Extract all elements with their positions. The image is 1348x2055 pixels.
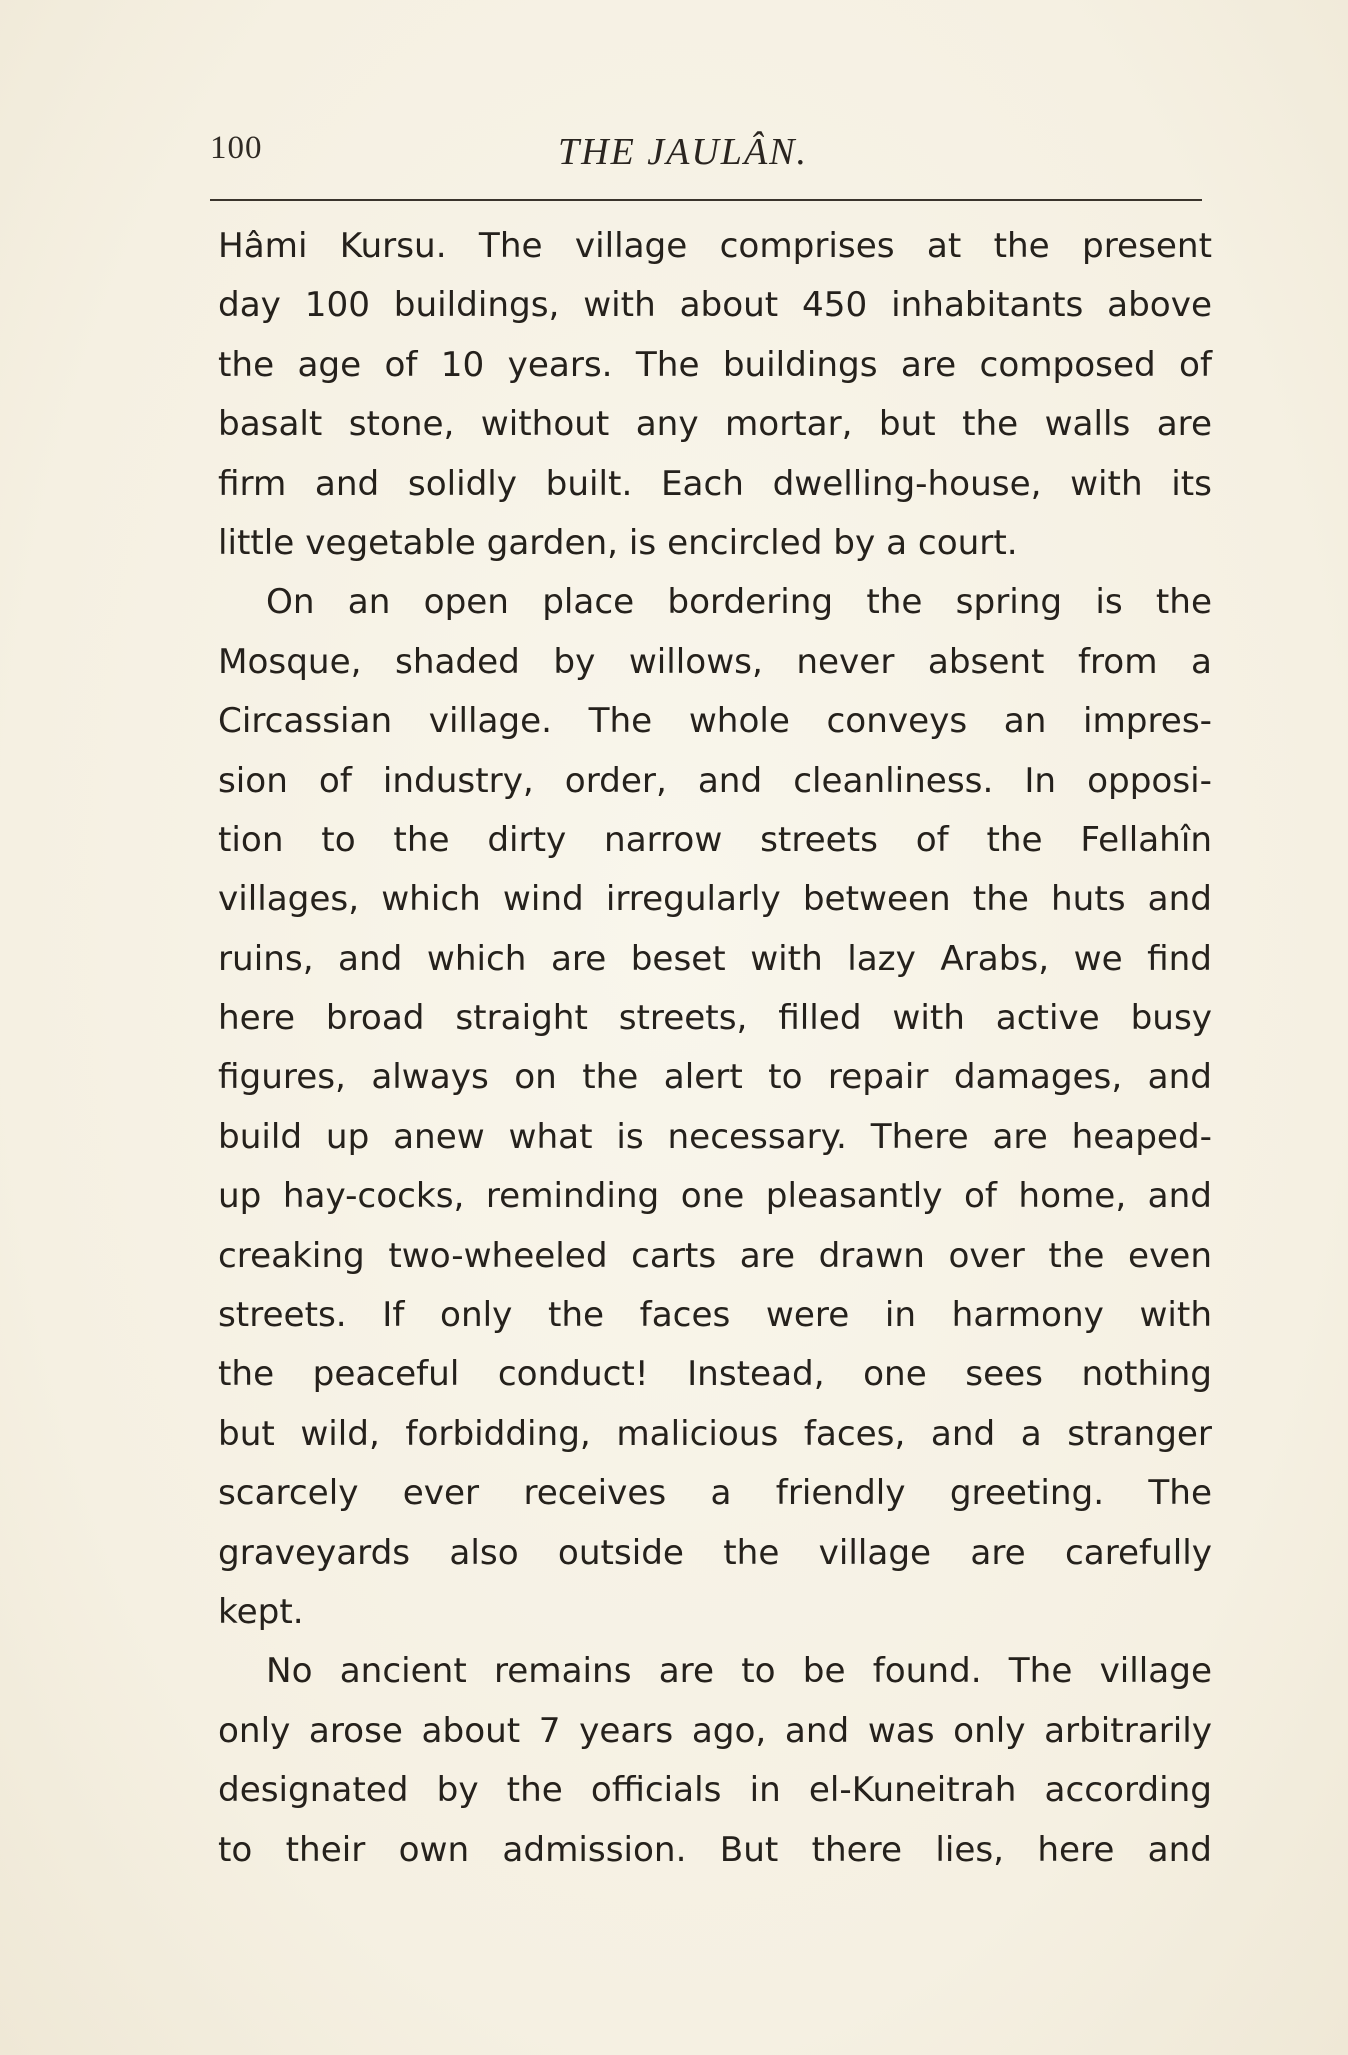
text-line: graveyards also outside the village are carefully	[218, 1532, 1212, 1573]
text-line: villages, which wind irregularly between the huts and	[218, 879, 1212, 920]
page-number: 100	[210, 130, 263, 166]
text-line: figures, always on the alert to repair damages, and	[218, 1057, 1212, 1098]
text-line: basalt stone, without any mortar, but the walls are	[218, 404, 1212, 445]
text-line: tion to the dirty narrow streets of the Fellahîn	[218, 819, 1212, 860]
text-line: ruins, and which are beset with lazy Arabs, we find	[218, 938, 1212, 979]
text-line: Mosque, shaded by willows, never absent from a	[218, 641, 1212, 682]
text-line: sion of industry, order, and cleanliness. In opposi-	[218, 760, 1212, 801]
text-line: up hay-cocks, reminding one pleasantly of home, and	[218, 1176, 1212, 1217]
text-line: kept.	[218, 1591, 304, 1632]
text-line: No ancient remains are to be found. The village	[266, 1651, 1212, 1692]
text-line: only arose about 7 years ago, and was only arbitrarily	[218, 1710, 1212, 1751]
page-header	[210, 130, 1210, 190]
text-line: the peaceful conduct! Instead, one sees nothing	[218, 1354, 1212, 1395]
text-line: the age of 10 years. The buildings are composed of	[218, 344, 1212, 385]
text-line: designated by the officials in el-Kuneitrah according	[218, 1770, 1212, 1811]
text-line: but wild, forbidding, malicious faces, and a stranger	[218, 1413, 1212, 1454]
text-line: scarcely ever receives a friendly greeting. The	[218, 1473, 1212, 1514]
text-line: creaking two-wheeled carts are drawn over the even	[218, 1235, 1212, 1276]
text-line: to their own admission. But there lies, here and	[218, 1829, 1212, 1870]
text-line: Circassian village. The whole conveys an impres-	[218, 701, 1212, 742]
text-line: here broad straight streets, filled with active busy	[218, 998, 1212, 1039]
running-title: THE JAULÂN.	[558, 131, 808, 173]
text-line: build up anew what is necessary. There are heaped-	[218, 1116, 1212, 1157]
text-line: day 100 buildings, with about 450 inhabitants above	[218, 285, 1212, 326]
body-text	[218, 217, 1212, 1880]
header-rule	[210, 199, 1202, 201]
text-line: firm and solidly built. Each dwelling-house, with its	[218, 463, 1212, 504]
text-line: Hâmi Kursu. The village comprises at the present	[218, 226, 1212, 266]
text-line: On an open place bordering the spring is the	[266, 582, 1212, 623]
text-line: little vegetable garden, is encircled by a court.	[218, 522, 1018, 563]
text-line: streets. If only the faces were in harmony with	[218, 1295, 1212, 1336]
